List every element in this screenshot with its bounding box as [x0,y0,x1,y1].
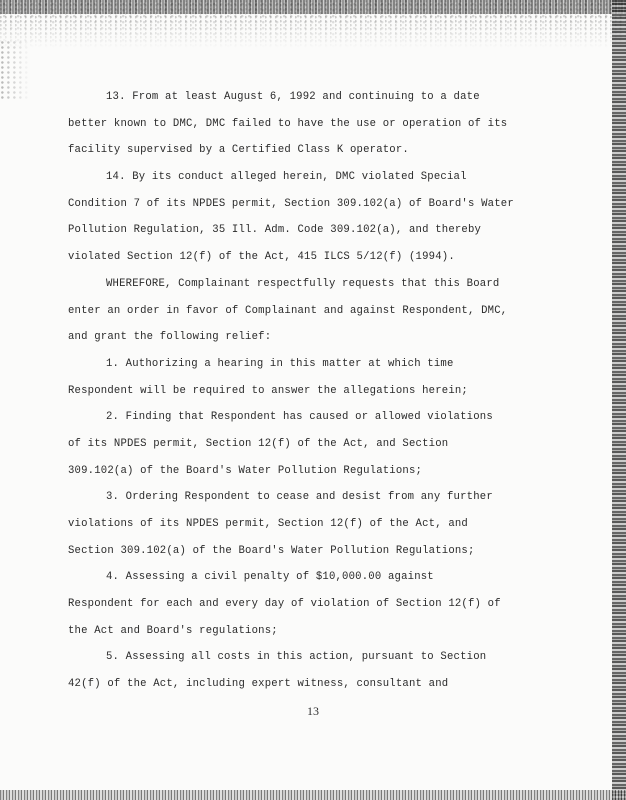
text-line: 309.102(a) of the Board's Water Pollution Regulations; [68,464,423,477]
document-body [68,84,548,698]
text-line: 2. Finding that Respondent has caused or allowed violations [106,411,493,424]
text-line: Respondent for each and every day of violation of Section 12(f) of [68,598,501,611]
text-line: 4. Assessing a civil penalty of $10,000.00 against [106,571,434,584]
scan-border-top [0,0,626,14]
text-line: 5. Assessing all costs in this action, pursuant to Section [106,651,487,664]
text-line: 1. Authorizing a hearing in this matter at which time [106,357,454,370]
text-line: violations of its NPDES permit, Section 12(f) of the Act, and [68,518,468,530]
text-line: facility supervised by a Certified Class K operator. [68,144,409,157]
text-line: better known to DMC, DMC failed to have the use or operation of its [68,117,508,130]
scan-border-bottom [0,790,626,800]
text-line: 13. From at least August 6, 1992 and continuing to a date [106,91,480,103]
scan-noise-left [0,40,30,100]
text-line: Pollution Regulation, 35 Ill. Adm. Code 309.102(a), and thereby [68,224,482,237]
text-line: Respondent will be required to answer the allegations herein; [68,384,468,397]
text-line: 14. By its conduct alleged herein, DMC violated Special [106,171,467,184]
text-line: of its NPDES permit, Section 12(f) of the Act, and Section [68,437,449,450]
text-line: the Act and Board's regulations; [68,624,278,637]
text-line: WHEREFORE, Complainant respectfully requests that this Board [106,277,500,290]
page-number: 13 [307,704,319,718]
text-line: Section 309.102(a) of the Board's Water Pollution Regulations; [68,544,475,557]
text-line: and grant the following relief: [68,331,272,344]
text-line: violated Section 12(f) of the Act, 415 ILCS 5/12(f) (1994). [68,251,455,264]
scan-border-right [612,0,626,800]
text-line: 3. Ordering Respondent to cease and desist from any further [106,491,493,504]
text-line: enter an order in favor of Complainant and against Respondent, DMC, [68,304,508,317]
text-line: Condition 7 of its NPDES permit, Section 309.102(a) of Board's Water [68,197,514,210]
text-line: 42(f) of the Act, including expert witness, consultant and [68,678,449,691]
